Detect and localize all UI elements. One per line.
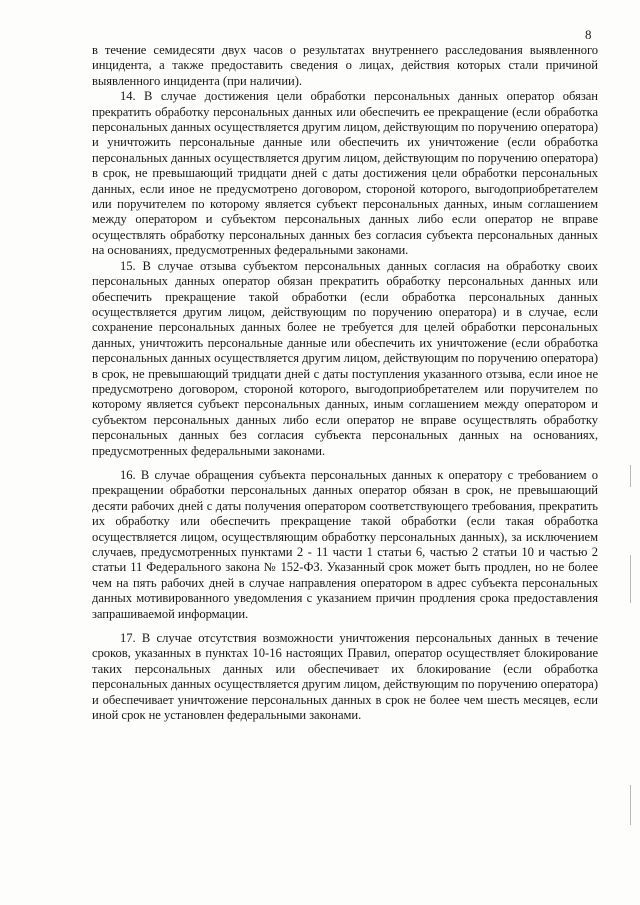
- scan-artifact-line: [630, 555, 631, 603]
- document-body: [92, 43, 598, 723]
- paragraph-17: 17. В случае отсутствия возможности уничтожения персональных данных в течение сроков, указанных в пунктах 10-16 настоящих Правил, оператор осуществляет блокирование таких персональных данных или обеспечивает их блокирование (если обработка персональных данных осуществляется другим лицом, действующим по поручению оператора) и обеспечивает уничтожение персональных данных в срок не более чем шесть месяцев, если иной срок не установлен федеральными законами.: [92, 631, 598, 723]
- paragraph-15: 15. В случае отзыва субъектом персональных данных согласия на обработку своих персональных данных оператор обязан прекратить обработку персональных данных или обеспечить прекращение такой обработки (если обработка персональных данных осуществляется другим лицом, действующим по поручению оператора) и в случае, если сохранение персональных данных более не требуется для целей обработки персональных данных, уничтожить персональные данные или обеспечить их уничтожение (если обработка персональных данных осуществляется другим лицом, действующим по поручению оператора) в срок, не превышающий тридцати дней с даты поступления указанного отзыва, если иное не предусмотрено договором, стороной которого, выгодоприобретателем или поручителем по которому является субъект персональных данных, иным соглашением между оператором и субъектом персональных данных либо если оператор не вправе осуществлять обработку персональных данных без согласия субъекта персональных данных на основаниях, предусмотренных федеральными законами.: [92, 258, 598, 458]
- paragraph-16: 16. В случае обращения субъекта персональных данных к оператору с требованием о прекращении обработки персональных данных оператор обязан в срок, не превышающий десяти рабочих дней с даты получения оператором соответствующего требования, прекратить их обработку или обеспечить прекращение такой обработки (если такая обработка осуществляется лицом, осуществляющим обработку персональных данных), за исключением случаев, предусмотренных пунктами 2 - 11 части 1 статьи 6, частью 2 статьи 10 и частью 2 статьи 11 Федерального закона № 152-ФЗ. Указанный срок может быть продлен, но не более чем на пять рабочих дней в случае направления оператором в адрес субъекта персональных данных мотивированного уведомления с указанием причин продления срока предоставления запрашиваемой информации.: [92, 467, 598, 621]
- page-number: 8: [585, 27, 592, 42]
- paragraph-14: 14. В случае достижения цели обработки персональных данных оператор обязан прекратить обработку персональных данных или обеспечить ее прекращение (если обработка персональных данных осуществляется другим лицом, действующим по поручению оператора) и уничтожить персональные данные или обеспечить их уничтожение (если обработка персональных данных осуществляется другим лицом, действующим по поручению оператора) в срок, не превышающий тридцати дней с даты достижения цели обработки персональных данных, если иное не предусмотрено договором, стороной которого, выгодоприобретателем или поручителем по которому является субъект персональных данных, иным соглашением между оператором и субъектом персональных данных либо если оператор не вправе осуществлять обработку персональных данных без согласия субъекта персональных данных на основаниях, предусмотренных федеральными законами.: [92, 89, 598, 258]
- paragraph-continuation: в течение семидесяти двух часов о результатах внутреннего расследования выявленного инцидента, а также предоставить сведения о лицах, действия которых стали причиной выявленного инцидента (при наличии).: [92, 43, 598, 88]
- scan-artifact-line: [630, 465, 631, 487]
- scan-artifact-line: [630, 785, 631, 825]
